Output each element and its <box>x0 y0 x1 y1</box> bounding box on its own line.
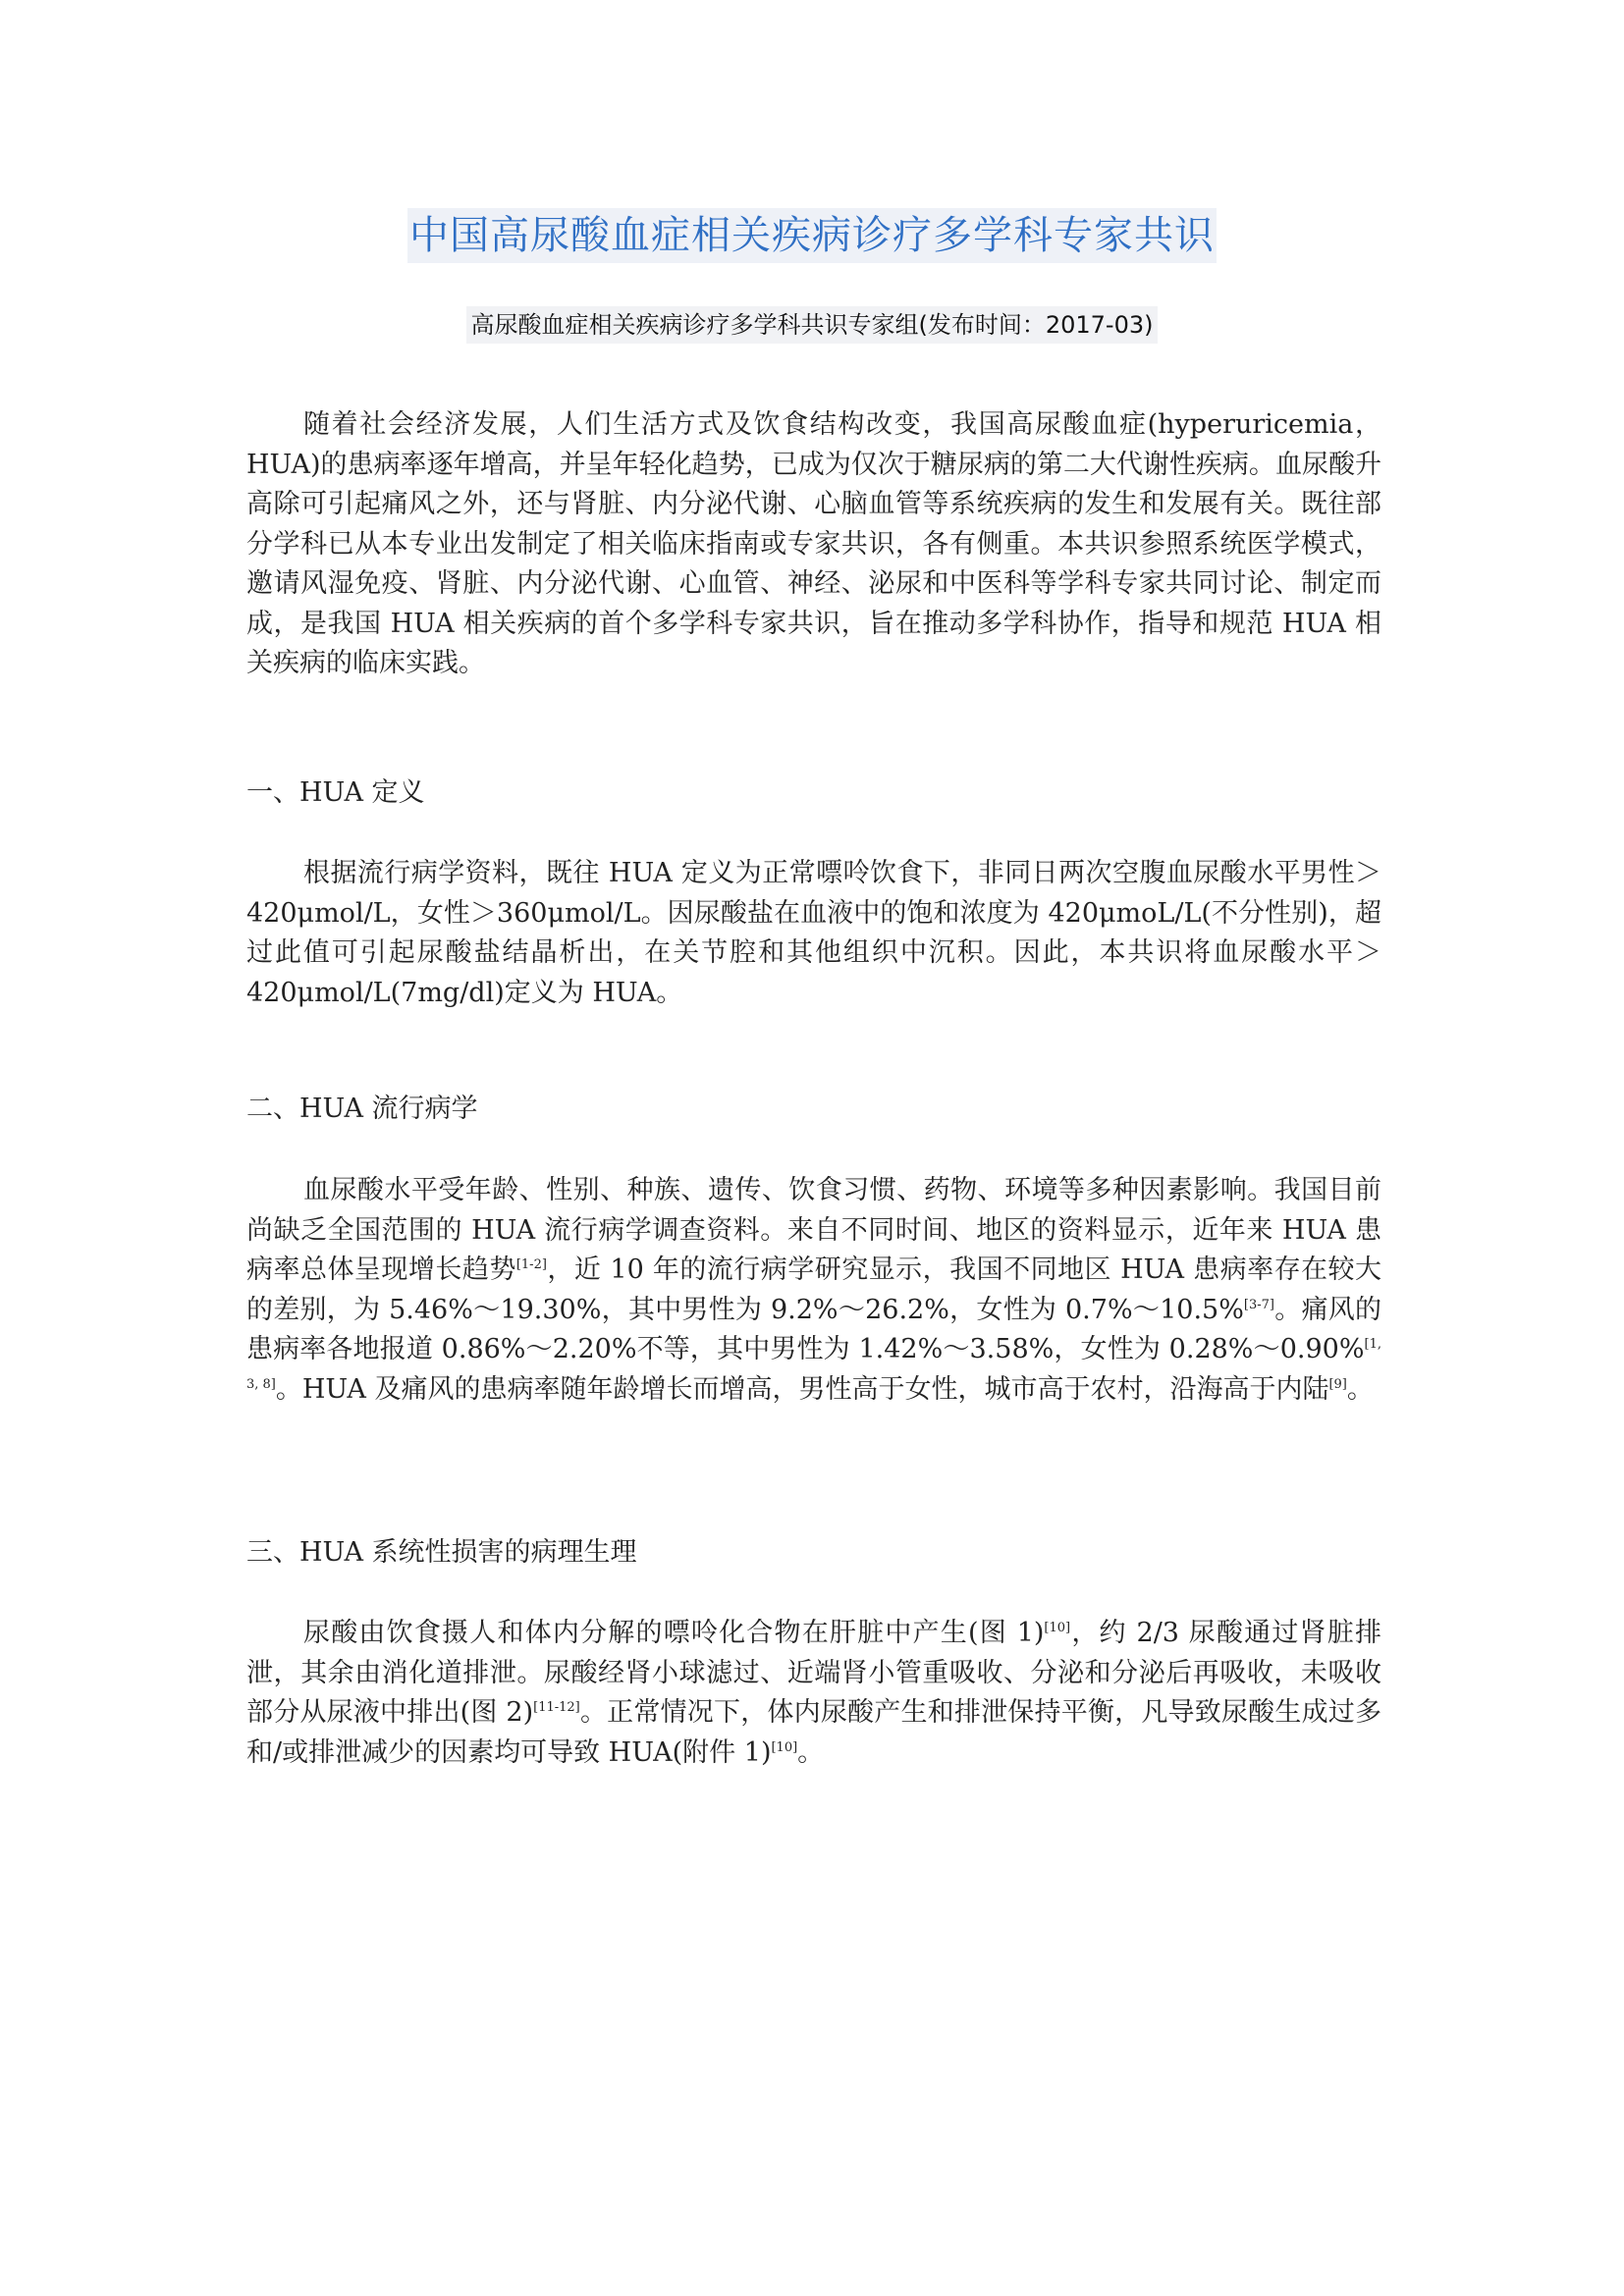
pathophysiology-text-2: ，约 2/3 尿酸通过肾脏排泄，其余由消化道排泄。尿酸经肾小球滤过、近端肾小管重吸收、分泌和分泌后再吸收，未吸收部分从尿液中排出(图 2) <box>246 1618 1382 1728</box>
document-subtitle: 高尿酸血症相关疾病诊疗多学科共识专家组(发布时间：2017-03) <box>466 306 1157 344</box>
citation-ref: [11-12] <box>533 1700 580 1715</box>
pathophysiology-text-1: 尿酸由饮食摄人和体内分解的嘌呤化合物在肝脏中产生(图 1) <box>303 1618 1045 1648</box>
citation-ref: [9] <box>1328 1376 1347 1392</box>
epidemiology-text-4: 。HUA 及痛风的患病率随年龄增长而增高，男性高于女性，城市高于农村，沿海高于内陆 <box>275 1373 1329 1405</box>
epidemiology-text-3: 。痛风的患病率各地报道 0.86%～2.20%不等，其中男性为 1.42%～3.58%，女性为 0.28%～0.90% <box>246 1294 1381 1364</box>
definition-paragraph: 根据流行病学资料，既往 HUA 定义为正常嘌呤饮食下，非同日两次空腹血尿酸水平男性＞420μmol/L，女性＞360μmol/L。因尿酸盐在血液中的饱和浓度为 420μmoL/L(不分性别)，超过此值可引起尿酸盐结晶析出，在关节腔和其他组织中沉积。因此，本共识将血尿酸水平＞420μmol/L(7mg/dl)定义为 HUA。 <box>246 858 1381 1008</box>
subtitle-container <box>0 306 1624 344</box>
section-heading-definition: 一、HUA 定义 <box>246 777 425 808</box>
citation-ref: [3-7] <box>1243 1297 1274 1312</box>
citation-ref: [1-2] <box>515 1257 547 1272</box>
title-container <box>0 208 1624 263</box>
section-heading-pathophysiology: 三、HUA 系统性损害的病理生理 <box>246 1537 637 1568</box>
document-title: 中国高尿酸血症相关疾病诊疗多学科专家共识 <box>407 208 1217 263</box>
epidemiology-text-2: ，近 10 年的流行病学研究显示，我国不同地区 HUA 患病率存在较大的差别，为 5.46%～19.30%，其中男性为 9.2%～26.2%，女性为 0.7%～10.5% <box>246 1255 1382 1325</box>
intro-paragraph: 随着社会经济发展，人们生活方式及饮食结构改变，我国高尿酸血症(hyperuricemia，HUA)的患病率逐年增高，并呈年轻化趋势，已成为仅次于糖尿病的第二大代谢性疾病。血尿酸升高除可引起痛风之外，还与肾脏、内分泌代谢、心脑血管等系统疾病的发生和发展有关。既往部分学科已从本专业出发制定了相关临床指南或专家共识，各有侧重。本共识参照系统医学模式，邀请风湿免疫、肾脏、内分泌代谢、心血管、神经、泌尿和中医科等学科专家共同讨论、制定而成，是我国 HUA 相关疾病的首个多学科专家共识，旨在推动多学科协作，指导和规范 HUA 相关疾病的临床实践。 <box>246 409 1381 678</box>
citation-ref: [10] <box>771 1739 798 1755</box>
epidemiology-paragraph <box>246 1171 1381 1410</box>
pathophysiology-text-4: 。 <box>797 1736 825 1768</box>
section-heading-epidemiology: 二、HUA 流行病学 <box>246 1094 478 1124</box>
citation-ref: [10] <box>1044 1621 1071 1635</box>
epidemiology-text-5: 。 <box>1346 1373 1374 1405</box>
epidemiology-text-1: 血尿酸水平受年龄、性别、种族、遗传、饮食习惯、药物、环境等多种因素影响。我国目前尚缺乏全国范围的 HUA 流行病学调查资料。来自不同时间、地区的资料显示，近年来 HUA 患病率总体呈现增长趋势 <box>246 1175 1381 1285</box>
pathophysiology-text-3: 。正常情况下，体内尿酸产生和排泄保持平衡，凡导致尿酸生成过多和/或排泄减少的因素均可导致 HUA(附件 1) <box>246 1697 1382 1768</box>
pathophysiology-paragraph <box>246 1614 1381 1773</box>
citation-ref: [1, 3, 8] <box>246 1337 1381 1392</box>
